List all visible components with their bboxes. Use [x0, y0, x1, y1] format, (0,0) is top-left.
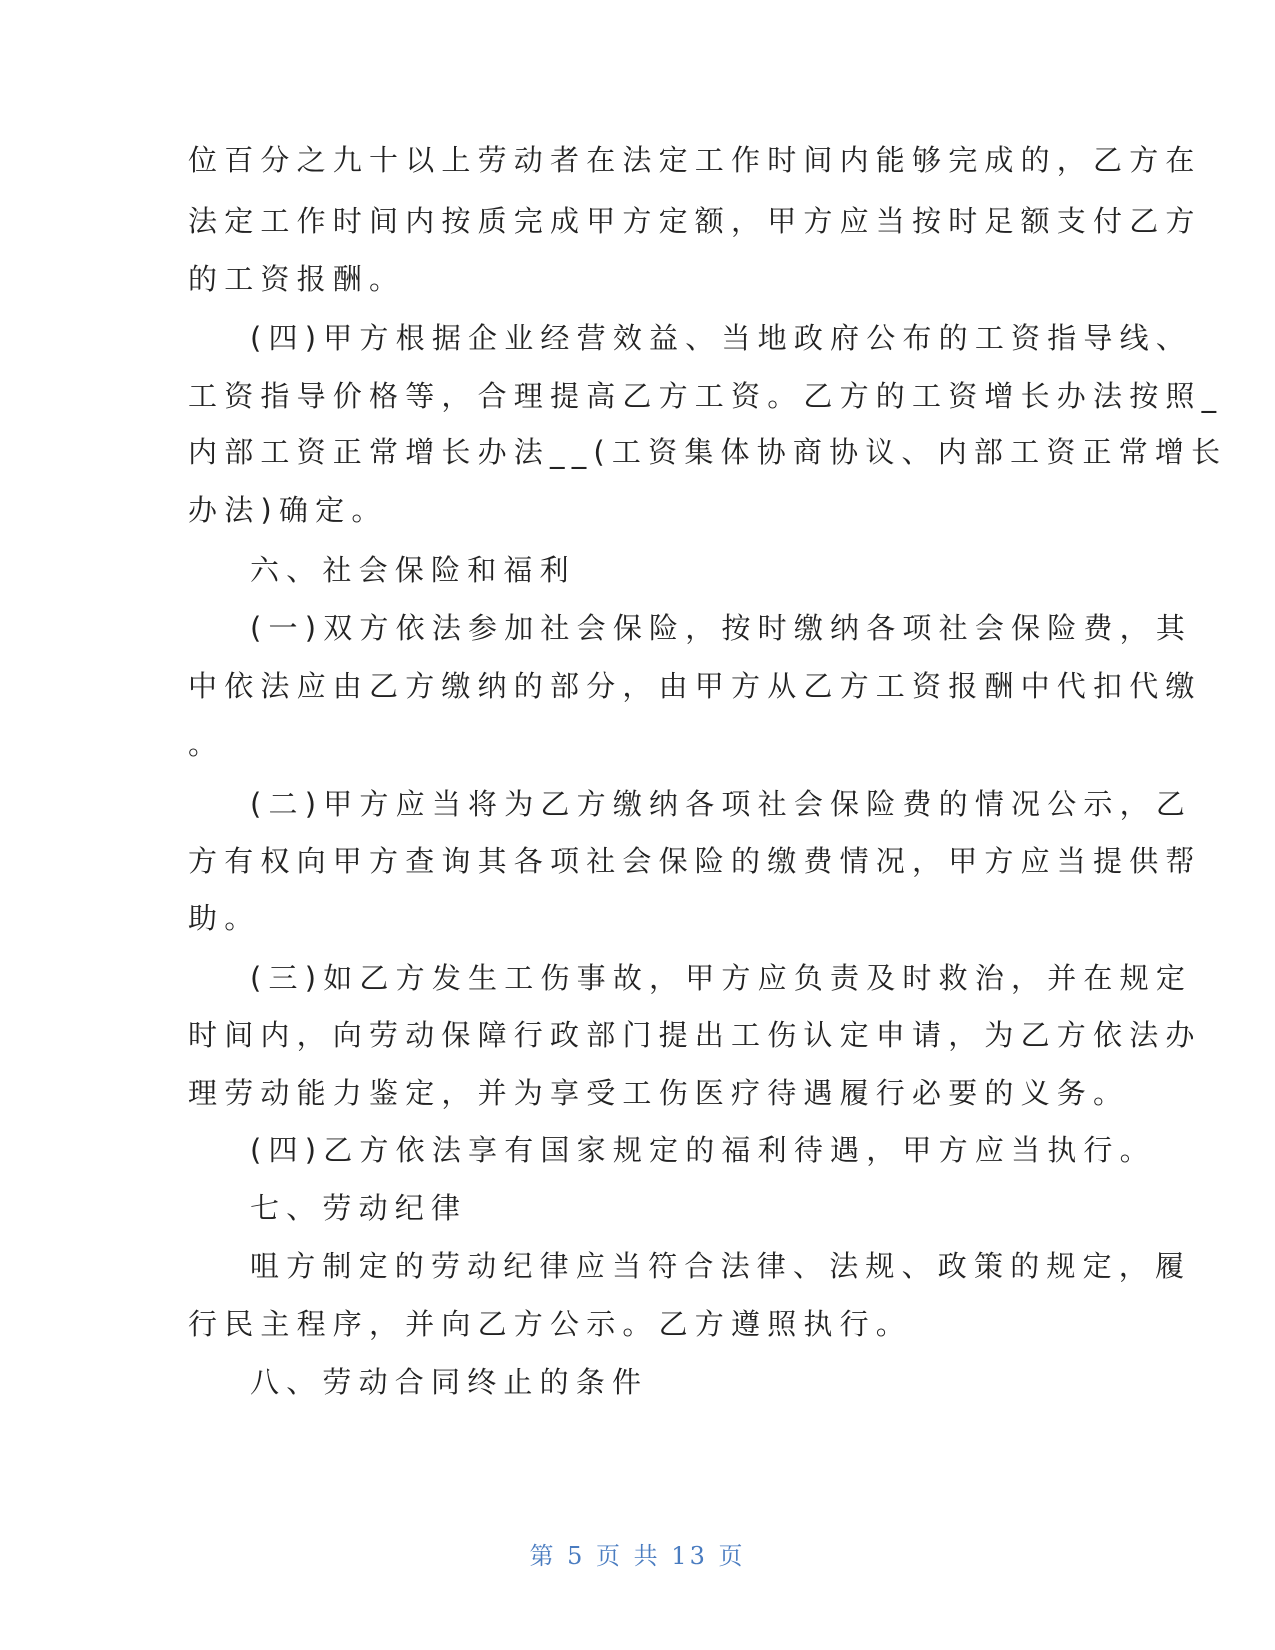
text-line: 的工资报酬。: [188, 262, 406, 296]
text-line: 理劳动能力鉴定，并为享受工伤医疗待遇履行必要的义务。: [188, 1076, 1130, 1110]
text-line: 内部工资正常增长办法__(工资集体协商协议、内部工资正常增长: [188, 435, 1228, 469]
text-line: 行民主程序，并向乙方公示。乙方遵照执行。: [188, 1307, 913, 1341]
section-heading: 六、社会保险和福利: [250, 553, 576, 587]
text-line: 中依法应由乙方缴纳的部分，由甲方从乙方工资报酬中代扣代缴: [188, 669, 1202, 703]
text-line: 助。: [188, 901, 261, 935]
text-line: 工资指导价格等，合理提高乙方工资。乙方的工资增长办法按照_: [188, 379, 1224, 413]
text-line: 时间内，向劳动保障行政部门提出工伤认定申请，为乙方依法办: [188, 1018, 1202, 1052]
text-line: (四)甲方根据企业经营效益、当地政府公布的工资指导线、: [250, 321, 1193, 355]
text-line: (一)双方依法参加社会保险，按时缴纳各项社会保险费，其: [250, 611, 1193, 645]
section-heading: 七、劳动纪律: [250, 1191, 468, 1225]
section-heading: 八、劳动合同终止的条件: [250, 1365, 649, 1399]
text-line: (三)如乙方发生工伤事故，甲方应负责及时救治，并在规定: [250, 961, 1193, 995]
text-line: (二)甲方应当将为乙方缴纳各项社会保险费的情况公示，乙: [250, 787, 1193, 821]
text-line: 位百分之九十以上劳动者在法定工作时间内能够完成的，乙方在: [188, 143, 1202, 177]
text-line: 方有权向甲方查询其各项社会保险的缴费情况，甲方应当提供帮: [188, 844, 1202, 878]
text-line: 法定工作时间内按质完成甲方定额，甲方应当按时足额支付乙方: [188, 204, 1202, 238]
page-number-footer: 第 5 页 共 13 页: [529, 1542, 746, 1570]
text-line: 办法)确定。: [188, 493, 388, 527]
text-line: 咀方制定的劳动纪律应当符合法律、法规、政策的规定，履: [250, 1249, 1192, 1283]
text-line: (四)乙方依法享有国家规定的福利待遇，甲方应当执行。: [250, 1133, 1156, 1167]
text-line: 。: [188, 727, 225, 761]
